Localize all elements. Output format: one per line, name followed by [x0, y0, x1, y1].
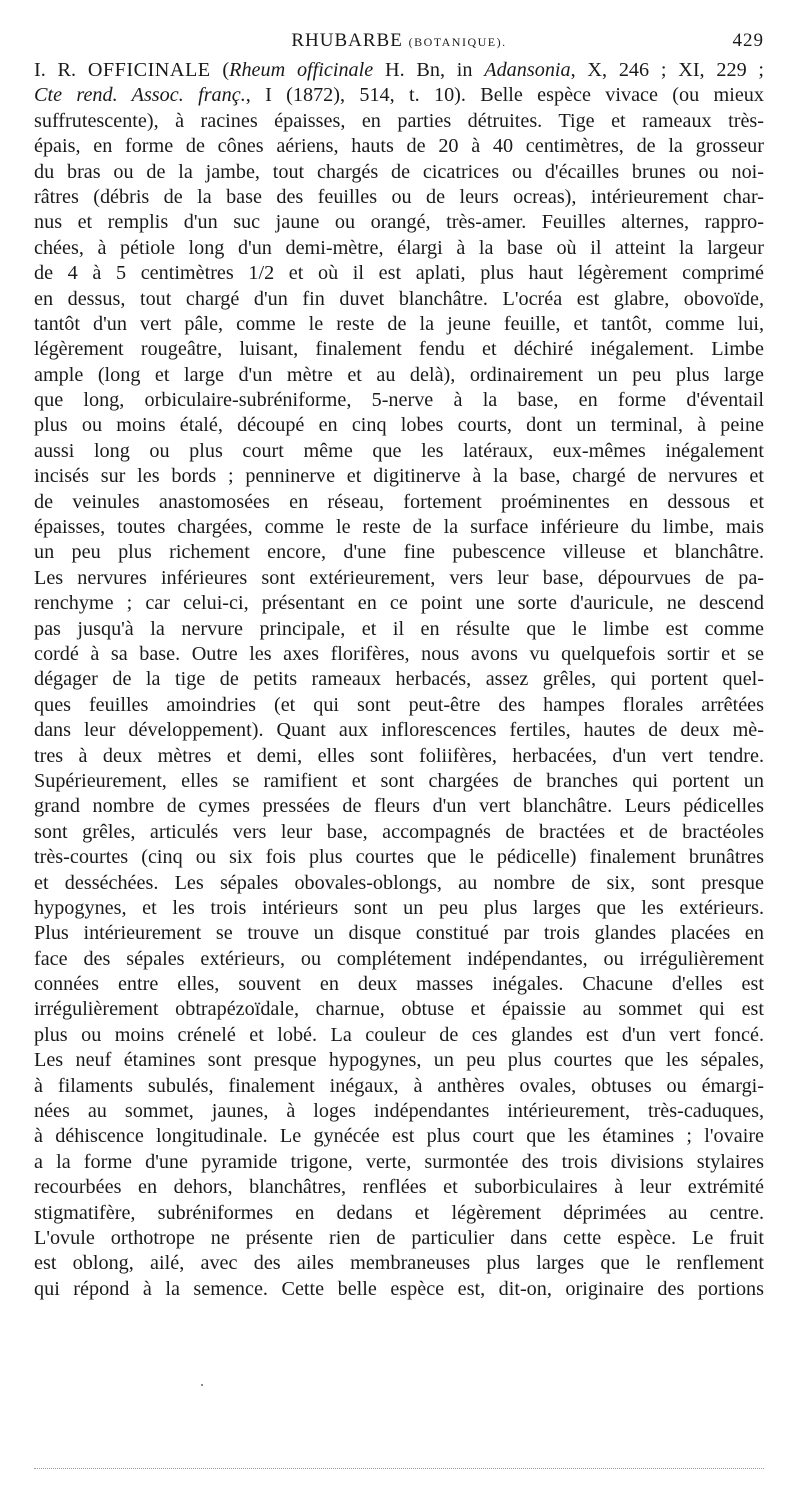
entry-heading-line — [34, 58, 764, 83]
text-line: Supérieurement, elles se ramifient et sont chargées de branches qui portent un — [34, 769, 764, 792]
text-line: râtres (débris de la base des feuilles ou de leurs ocreas), intérieurement char- — [34, 185, 764, 208]
text-line: du bras ou de la jambe, tout chargés de cicatrices ou d'écailles brunes ou noi- — [34, 160, 764, 183]
text-line: nées au sommet, jaunes, à loges indépendantes intérieurement, très-caduques, — [34, 1100, 764, 1123]
footer-rule — [34, 1468, 764, 1471]
text-line: irrégulièrement obtrapézoïdale, charnue, obtuse et épaissie au sommet qui est — [34, 998, 764, 1021]
text-line: a la forme d'une pyramide trigone, verte, surmontée des trois divisions stylaires — [34, 1150, 764, 1173]
text-line: épais, en forme de cônes aériens, hauts de 20 à 40 centimètres, de la grosseur — [34, 135, 764, 158]
text-line: Plus intérieurement se trouve un disque constitué par trois glandes placées en — [34, 922, 764, 945]
entry-authority: H. Bn, in — [384, 59, 473, 81]
text-line: plus ou moins crénelé et lobé. La couleur de ces glandes est d'un vert foncé. — [34, 1023, 764, 1046]
text-line: sont grêles, articulés vers leur base, accompagnés de bractées et de bractéoles — [34, 820, 764, 843]
text-line: nus et remplis d'un suc jaune ou orangé, très-amer. Feuilles alternes, rappro- — [34, 211, 764, 234]
entry-reference: , X, 246 ; XI, 229 ; — [570, 59, 765, 81]
text-line: plus ou moins étalé, découpé en cinq lobes courts, dont un terminal, à peine — [34, 414, 764, 437]
entry-synonym: Rheum officinale — [229, 59, 374, 81]
text-line: grand nombre de cymes pressées de fleurs d'un vert blanchâtre. Leurs pédicelles — [34, 795, 764, 818]
text-line: suffrutescente), à racines épaisses, en parties détruites. Tige et rameaux très- — [34, 109, 764, 132]
entry-name: OFFICINALE — [87, 59, 211, 81]
text-line: à déhiscence longitudinale. Le gynécée est plus court que les étamines ; l'ovaire — [34, 1125, 764, 1148]
text-line: très-courtes (cinq ou six fois plus courtes que le pédicelle) finalement brunâtres — [34, 846, 764, 869]
text-line: qui répond à la semence. Cette belle espèce est, dit-on, originaire des portions — [34, 1277, 764, 1300]
page-number: 429 — [732, 30, 764, 51]
text-line: et desséchées. Les sépales obovales-oblongs, au nombre de six, sont presque — [34, 871, 764, 894]
text-line: Cte rend. Assoc. franç., I (1872), 514, t. 10). Belle espèce vivace (ou mieux — [34, 84, 764, 107]
text-line: cordé à sa base. Outre les axes florifères, nous avons vu quelquefois sortir et se — [34, 642, 764, 665]
text-line: est oblong, ailé, avec des ailes membraneuses plus larges que le renflement — [34, 1252, 764, 1275]
text-line: renchyme ; car celui-ci, présentant en ce point une sorte d'auricule, ne descend — [34, 592, 764, 615]
text-line: épaisses, toutes chargées, comme le reste de la surface inférieure du limbe, mais — [34, 516, 764, 539]
text-line: légèrement rougeâtre, luisant, finalement fendu et déchiré inégalement. Limbe — [34, 338, 764, 361]
text-line: ample (long et large d'un mètre et au delà), ordinairement un peu plus large — [34, 363, 764, 386]
print-speck — [201, 1384, 203, 1386]
text-line: en dessus, tout chargé d'un fin duvet blanchâtre. L'ocréa est glabre, obovoïde, — [34, 287, 764, 310]
text-line: stigmatifère, subréniformes en dedans et légèrement déprimées au centre. — [34, 1201, 764, 1224]
text-line: à filaments subulés, finalement inégaux, à anthères ovales, obtuses ou émargi- — [34, 1074, 764, 1097]
text-line: Les nervures inférieures sont extérieurement, vers leur base, dépourvues de pa- — [34, 566, 764, 589]
text-line: L'ovule orthotrope ne présente rien de particulier dans cette espèce. Le fruit — [34, 1226, 764, 1249]
synonym-paren: ( — [222, 59, 230, 81]
text-line: tantôt d'un vert pâle, comme le reste de la jeune feuille, et tantôt, comme lui, — [34, 312, 764, 335]
text-line: hypogynes, et les trois intérieurs sont un peu plus larges que les extérieurs. — [34, 896, 764, 919]
text-line: dégager de la tige de petits rameaux herbacés, assez grêles, qui portent quel- — [34, 668, 764, 691]
page — [34, 30, 764, 1302]
running-title-sub: (BOTANIQUE). — [408, 35, 507, 49]
text-line: pas jusqu'à la nervure principale, et il en résulte que le limbe est comme — [34, 617, 764, 640]
text-line: de veinules anastomosées en réseau, fortement proéminentes en dessous et — [34, 490, 764, 513]
running-title — [34, 30, 764, 52]
text-line: tres à deux mètres et demi, elles sont foliifères, herbacées, d'un vert tendre. — [34, 744, 764, 767]
text-line: recourbées en dehors, blanchâtres, renflées et suborbiculaires à leur extrémité — [34, 1176, 764, 1199]
text-line: incisés sur les bords ; penninerve et digitinerve à la base, chargé de nervures et — [34, 465, 764, 488]
text-line: dans leur développement). Quant aux inflorescences fertiles, hautes de deux mè- — [34, 719, 764, 742]
entry-number: I. R. — [34, 59, 77, 81]
text-line: de 4 à 5 centimètres 1/2 et où il est aplati, plus haut légèrement comprimé — [34, 262, 764, 285]
text-line: chées, à pétiole long d'un demi-mètre, élargi à la base où il atteint la largeur — [34, 236, 764, 259]
running-head — [34, 30, 764, 58]
running-title-main: RHUBARBE — [291, 30, 403, 51]
entry-journal: Adansonia — [484, 59, 571, 81]
text-line: aussi long ou plus court même que les latéraux, eux-mêmes inégalement — [34, 439, 764, 462]
text-line: que long, orbiculaire-subréniforme, 5-nerve à la base, en forme d'éventail — [34, 389, 764, 412]
journal-abbrev: Cte rend. Assoc. franç. — [34, 84, 246, 107]
text-line: ques feuilles amoindries (et qui sont peut-être des hampes florales arrêtées — [34, 693, 764, 716]
text-line: face des sépales extérieurs, ou complétement indépendantes, ou irrégulièrement — [34, 947, 764, 970]
text-line: un peu plus richement encore, d'une fine pubescence villeuse et blanchâtre. — [34, 541, 764, 564]
body-text — [34, 83, 764, 1302]
text-line: connées entre elles, souvent en deux masses inégales. Chacune d'elles est — [34, 973, 764, 996]
text-line: Les neuf étamines sont presque hypogynes, un peu plus courtes que les sépales, — [34, 1049, 764, 1072]
